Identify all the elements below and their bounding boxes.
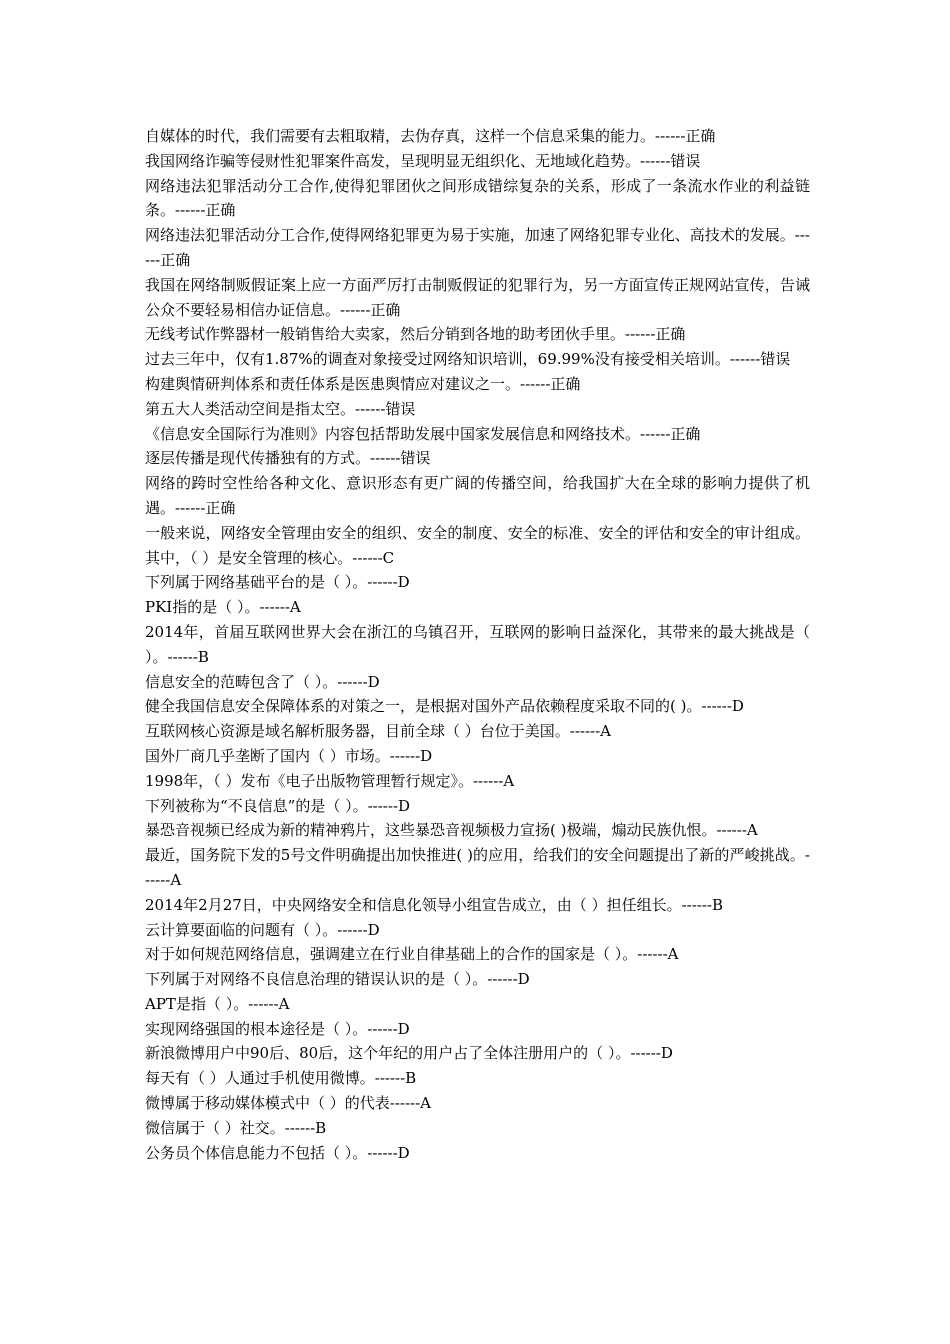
paragraph: 自媒体的时代，我们需要有去粗取精，去伪存真，这样一个信息采集的能力。------正确 [145,127,716,145]
paragraph: 国外厂商几乎垄断了国内（ ）市场。------D [145,746,433,765]
paragraph: 《信息安全国际行为准则》内容包括帮助发展中国家发展信息和网络技术。------正确 [145,424,701,443]
paragraph: 对于如何规范网络信息，强调建立在行业自律基础上的合作的国家是（ ）。------A [145,945,679,964]
paragraph: 构建舆情研判体系和责任体系是医患舆情应对建议之一。------正确 [145,374,581,393]
paragraph: 下列属于对网络不良信息治理的错误认识的是（ ）。------D [145,970,530,989]
paragraph: 一般来说，网络安全管理由安全的组织、安全的制度、安全的标准、安全的评估和安全的审计组成。其中，（ ）是安全管理的核心。------C [145,523,810,567]
paragraph: PKI指的是（ ）。------A [145,598,301,617]
paragraph: 微信属于（ ）社交。------B [145,1118,327,1137]
paragraph: APT是指（ ）。------A [145,994,290,1013]
paragraph: 云计算要面临的问题有（ ）。------D [145,920,380,939]
paragraph: 公务员个体信息能力不包括（ ）。------D [145,1143,410,1162]
paragraph: 逐层传播是现代传播独有的方式。------错误 [145,449,431,468]
paragraph: 每天有（ ）人通过手机使用微博。------B [145,1069,417,1088]
paragraph: 暴恐音视频已经成为新的精神鸦片，这些暴恐音视频极力宣扬( )极端，煽动民族仇恨。------A [145,821,758,840]
paragraph: 最近，国务院下发的5号文件明确提出加快推进( )的应用，给我们的安全问题提出了新的严峻挑战。------A [145,846,810,889]
paragraph: 2014年2月27日，中央网络安全和信息化领导小组宣告成立，由（ ）担任组长。------B [145,895,724,914]
paragraph: 下列属于网络基础平台的是（ ）。------D [145,573,410,592]
paragraph: 我国网络诈骗等侵财性犯罪案件高发，呈现明显无组织化、无地域化趋势。------错误 [145,151,701,170]
document-body [145,124,810,1165]
paragraph: 网络的跨时空性给各种文化、意识形态有更广阔的传播空间，给我国扩大在全球的影响力提供了机遇。------正确 [145,474,810,517]
paragraph: 实现网络强国的根本途径是（ ）。------D [145,1019,410,1038]
paragraph: 下列被称为“不良信息”的是（ ）。------D [145,796,411,815]
paragraph: 互联网核心资源是域名解析服务器，目前全球（ ）台位于美国。------A [145,722,612,741]
paragraph: 信息安全的范畴包含了（ ）。------D [145,672,380,691]
paragraph: 我国在网络制贩假证案上应一方面严厉打击制贩假证的犯罪行为，另一方面宣传正规网站宣传，告诫公众不要轻易相信办证信息。------正确 [145,275,810,319]
paragraph: 网络违法犯罪活动分工合作,使得犯罪团伙之间形成错综复杂的关系，形成了一条流水作业的利益链条。------正确 [145,176,810,220]
paragraph: 无线考试作弊器材一般销售给大卖家，然后分销到各地的助考团伙手里。------正确 [145,325,686,344]
paragraph: 1998年，（ ）发布《电子出版物管理暂行规定》。------A [145,771,515,790]
paragraph: 网络违法犯罪活动分工合作,使得网络犯罪更为易于实施，加速了网络犯罪专业化、高技术的发展。------正确 [145,226,810,269]
paragraph: 第五大人类活动空间是指太空。------错误 [145,399,416,418]
paragraph: 微博属于移动媒体模式中（ ）的代表------A [145,1094,432,1113]
paragraph: 健全我国信息安全保障体系的对策之一，是根据对国外产品依赖程度采取不同的( )。------D [145,697,744,716]
paragraph: 过去三年中，仅有1.87%的调查对象接受过网络知识培训，69.99%没有接受相关培训。------错误 [145,350,791,369]
paragraph: 2014年，首届互联网世界大会在浙江的乌镇召开，互联网的影响日益深化，其带来的最大挑战是（ ）。------B [145,622,810,666]
paragraph: 新浪微博用户中90后、80后，这个年纪的用户占了全体注册用户的（ ）。------D [145,1044,673,1063]
